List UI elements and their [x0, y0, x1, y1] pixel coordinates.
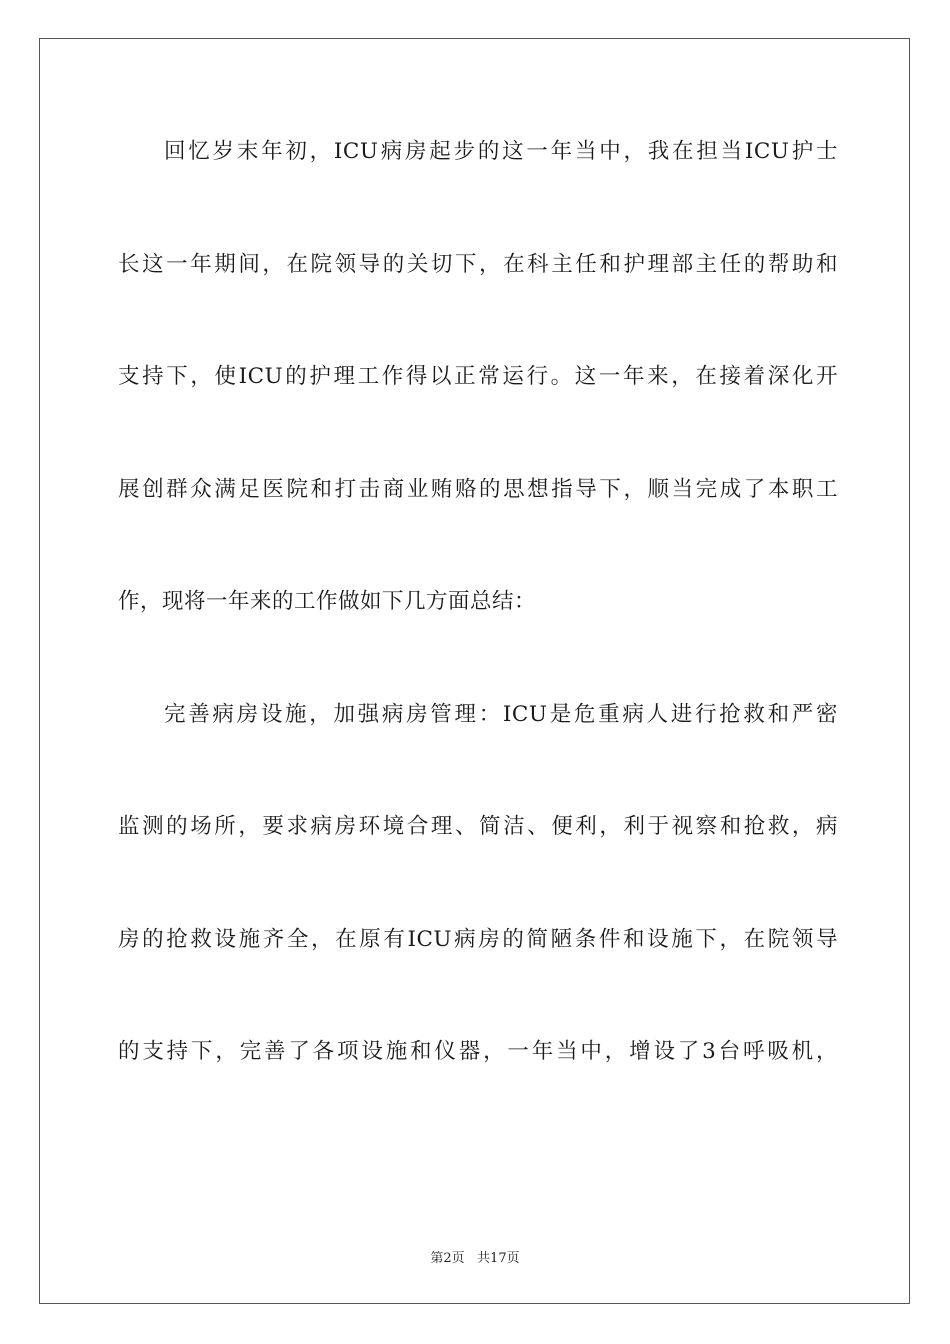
- paragraph-1-line-1: 回忆岁末年初，ICU病房起步的这一年当中，我在担当ICU护士: [164, 139, 838, 164]
- paragraph-2-line-3: 房的抢救设施齐全，在原有ICU病房的简陋条件和设施下，在院领导: [118, 926, 838, 952]
- document-body: [118, 128, 838, 1141]
- paragraph-2-line-2: 监测的场所，要求病房环境合理、简洁、便利，利于视察和抢救，病: [118, 814, 838, 839]
- page-footer: 第2页 共17页: [430, 1251, 520, 1266]
- paragraph-2-line-4: 的支持下，完善了各项设施和仪器，一年当中，增设了3台呼吸机，: [118, 1039, 838, 1064]
- paragraph-1-line-5: 作，现将一年来的工作做如下几方面总结：: [118, 589, 537, 614]
- paragraph-1-line-2: 长这一年期间，在院领导的关切下，在科主任和护理部主任的帮助和: [118, 251, 838, 277]
- paragraph-1-line-3: 支持下，使ICU的护理工作得以正常运行。这一年来，在接着深化开: [118, 364, 838, 389]
- paragraph-2-line-1: 完善病房设施，加强病房管理：ICU是危重病人进行抢救和严密: [164, 701, 838, 727]
- paragraph-1-line-4: 展创群众满足医院和打击商业贿赂的思想指导下，顺当完成了本职工: [118, 476, 838, 502]
